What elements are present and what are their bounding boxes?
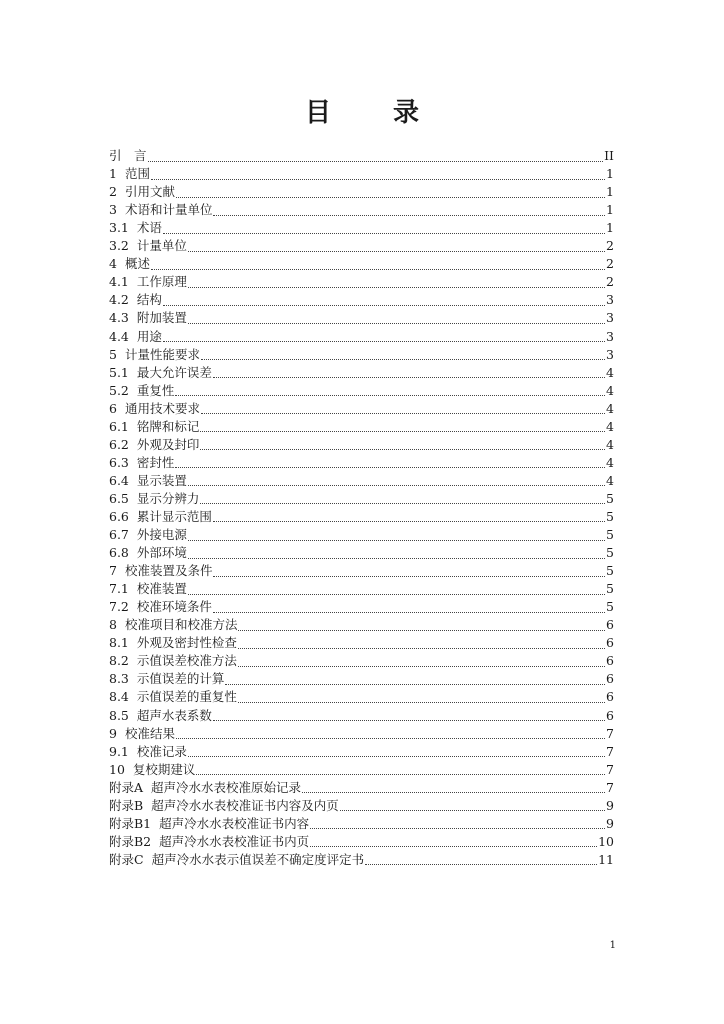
toc-entry-title: 校准记录 bbox=[136, 743, 187, 759]
toc-entry[interactable] bbox=[109, 526, 614, 544]
toc-entry-number: 6.4 bbox=[109, 472, 129, 488]
dot-leader bbox=[238, 666, 605, 667]
toc-entry-title: 示值误差的重复性 bbox=[136, 689, 237, 705]
dot-leader bbox=[201, 359, 605, 360]
dot-leader bbox=[188, 594, 605, 595]
toc-entry-page: 5 bbox=[606, 545, 614, 561]
toc-entry[interactable] bbox=[109, 436, 614, 454]
toc-entry-page: 1 bbox=[606, 202, 614, 218]
dot-leader bbox=[175, 395, 605, 396]
toc-entry-number: 5 bbox=[109, 346, 117, 362]
toc-entry[interactable] bbox=[109, 562, 614, 580]
toc-entry-title: 校准项目和校准方法 bbox=[124, 617, 238, 633]
toc-entry-number: 5.1 bbox=[109, 364, 129, 380]
toc-entry[interactable] bbox=[109, 400, 614, 418]
toc-entry-number: 8 bbox=[109, 617, 117, 633]
dot-leader bbox=[213, 521, 605, 522]
toc-entry-page: 9 bbox=[606, 797, 614, 813]
toc-entry-title: 计量性能要求 bbox=[124, 346, 200, 362]
toc-entry[interactable] bbox=[109, 815, 614, 833]
toc-entry[interactable] bbox=[109, 273, 614, 291]
dot-leader bbox=[200, 431, 605, 432]
toc-entry-title: 外部环境 bbox=[136, 545, 187, 561]
toc-entry-title: 工作原理 bbox=[136, 274, 187, 290]
toc-entry-title: 超声水表系数 bbox=[136, 707, 212, 723]
toc-entry-page: 7 bbox=[606, 725, 614, 741]
toc-entry-page: 2 bbox=[606, 238, 614, 254]
toc-entry-title: 示值误差的计算 bbox=[136, 671, 225, 687]
toc-entry-number: 4.4 bbox=[109, 328, 129, 344]
toc-entry-number: 3.2 bbox=[109, 238, 129, 254]
toc-entry[interactable] bbox=[109, 327, 614, 345]
toc-entry[interactable] bbox=[109, 851, 614, 869]
toc-entry[interactable] bbox=[109, 147, 614, 165]
dot-leader bbox=[238, 648, 605, 649]
toc-entry[interactable] bbox=[109, 472, 614, 490]
toc-entry-title: 范围 bbox=[124, 166, 150, 182]
toc-entry-page: 2 bbox=[606, 256, 614, 272]
toc-entry-page: 4 bbox=[606, 400, 614, 416]
toc-entry-title: 计量单位 bbox=[136, 238, 187, 254]
toc-entry-title: 附加装置 bbox=[136, 310, 187, 326]
toc-entry-number: 引 言 bbox=[109, 148, 147, 164]
toc-entry[interactable] bbox=[109, 165, 614, 183]
toc-entry-number: 9 bbox=[109, 725, 117, 741]
toc-entry[interactable] bbox=[109, 833, 614, 851]
toc-entry[interactable] bbox=[109, 309, 614, 327]
toc-entry-page: 6 bbox=[606, 617, 614, 633]
dot-leader bbox=[163, 233, 605, 234]
toc-entry[interactable] bbox=[109, 761, 614, 779]
dot-leader bbox=[213, 377, 605, 378]
dot-leader bbox=[148, 161, 604, 162]
toc-entry-page: 4 bbox=[606, 364, 614, 380]
dot-leader bbox=[176, 738, 605, 739]
toc-entry-number: 6 bbox=[109, 400, 117, 416]
toc-entry-title: 示值误差校准方法 bbox=[136, 653, 237, 669]
dot-leader bbox=[365, 864, 597, 865]
toc-entry[interactable] bbox=[109, 670, 614, 688]
toc-entry-page: 4 bbox=[606, 382, 614, 398]
toc-entry-number: 8.3 bbox=[109, 671, 129, 687]
toc-entry[interactable] bbox=[109, 634, 614, 652]
toc-entry-page: 7 bbox=[606, 761, 614, 777]
toc-entry[interactable] bbox=[109, 418, 614, 436]
toc-entry-title: 外观及密封性检查 bbox=[136, 635, 237, 651]
toc-entry[interactable] bbox=[109, 454, 614, 472]
toc-entry[interactable] bbox=[109, 364, 614, 382]
toc-entry-page: 5 bbox=[606, 490, 614, 506]
dot-leader bbox=[188, 251, 605, 252]
toc-entry-title: 超声冷水水表校准证书内页 bbox=[159, 833, 310, 849]
toc-entry-page: 6 bbox=[606, 653, 614, 669]
toc-entry-page: 7 bbox=[606, 779, 614, 795]
toc-entry-page: 1 bbox=[606, 220, 614, 236]
dot-leader bbox=[213, 215, 605, 216]
toc-entry-title: 密封性 bbox=[136, 454, 175, 470]
toc-entry-page: 5 bbox=[606, 563, 614, 579]
dot-leader bbox=[310, 846, 597, 847]
toc-entry-title: 显示装置 bbox=[136, 472, 187, 488]
page-number: 1 bbox=[609, 940, 616, 951]
toc-entry-title: 超声冷水水表示值误差不确定度评定书 bbox=[151, 851, 365, 867]
dot-leader bbox=[163, 305, 605, 306]
toc-entry-title: 外接电源 bbox=[136, 527, 187, 543]
toc-entry[interactable] bbox=[109, 508, 614, 526]
toc-entry[interactable] bbox=[109, 779, 614, 797]
toc-entry-title: 超声冷水水表校准证书内容及内页 bbox=[151, 797, 339, 813]
toc-entry-number: 3.1 bbox=[109, 220, 129, 236]
toc-entry-number: 3 bbox=[109, 202, 117, 218]
toc-entry-title: 结构 bbox=[136, 292, 162, 308]
toc-entry[interactable] bbox=[109, 616, 614, 634]
toc-entry-page: 6 bbox=[606, 671, 614, 687]
toc-entry-title: 校准装置及条件 bbox=[124, 563, 213, 579]
toc-entry[interactable] bbox=[109, 743, 614, 761]
dot-leader bbox=[225, 684, 605, 685]
toc-entry-title: 最大允许误差 bbox=[136, 364, 212, 380]
toc-entry-page: 4 bbox=[606, 436, 614, 452]
toc-entry-title: 通用技术要求 bbox=[124, 400, 200, 416]
toc-entry[interactable] bbox=[109, 382, 614, 400]
toc-entry-page: 10 bbox=[598, 833, 614, 849]
toc-entry[interactable] bbox=[109, 346, 614, 364]
toc-entry-number: 8.1 bbox=[109, 635, 129, 651]
dot-leader bbox=[163, 341, 605, 342]
dot-leader bbox=[175, 467, 605, 468]
toc-entry[interactable] bbox=[109, 725, 614, 743]
toc-entry-page: 3 bbox=[606, 346, 614, 362]
toc-entry-title: 用途 bbox=[136, 328, 162, 344]
toc-entry-page: 6 bbox=[606, 689, 614, 705]
toc-entry[interactable] bbox=[109, 598, 614, 616]
page-title bbox=[0, 92, 724, 129]
toc-entry-title: 校准环境条件 bbox=[136, 599, 212, 615]
toc-entry-number: 8.4 bbox=[109, 689, 129, 705]
toc-entry-number: 4.1 bbox=[109, 274, 129, 290]
toc-entry-page: 3 bbox=[606, 292, 614, 308]
dot-leader bbox=[200, 449, 605, 450]
dot-leader bbox=[188, 558, 605, 559]
toc-entry-title: 校准结果 bbox=[124, 725, 175, 741]
toc-entry-page: 4 bbox=[606, 472, 614, 488]
dot-leader bbox=[340, 810, 605, 811]
toc-entry[interactable] bbox=[109, 797, 614, 815]
toc-entry-number: 4 bbox=[109, 256, 117, 272]
toc-entry-number: 附录C bbox=[109, 851, 144, 867]
toc-entry-number: 附录A bbox=[109, 779, 144, 795]
toc-entry-page: 5 bbox=[606, 527, 614, 543]
toc-entry[interactable] bbox=[109, 237, 614, 255]
title-char-1: 目 bbox=[304, 98, 331, 128]
toc-entry-number: 附录B2 bbox=[109, 833, 152, 849]
dot-leader bbox=[176, 197, 605, 198]
dot-leader bbox=[196, 774, 605, 775]
toc-entry-number: 4.2 bbox=[109, 292, 129, 308]
toc-entry[interactable] bbox=[109, 201, 614, 219]
dot-leader bbox=[201, 413, 605, 414]
toc-entry-page: 4 bbox=[606, 454, 614, 470]
toc-entry-page: 1 bbox=[606, 166, 614, 182]
toc-entry-number: 6.2 bbox=[109, 436, 129, 452]
toc-entry-title: 引用文献 bbox=[124, 184, 175, 200]
toc-entry-number: 6.8 bbox=[109, 545, 129, 561]
toc-entry-page: 6 bbox=[606, 707, 614, 723]
toc-entry-title: 术语 bbox=[136, 220, 162, 236]
toc-entry-number: 6.5 bbox=[109, 490, 129, 506]
toc-entry-number: 9.1 bbox=[109, 743, 129, 759]
toc-entry-title: 校准装置 bbox=[136, 581, 187, 597]
toc-entry-title: 显示分辨力 bbox=[136, 490, 200, 506]
dot-leader bbox=[302, 792, 605, 793]
toc-entry-number: 6.6 bbox=[109, 508, 129, 524]
dot-leader bbox=[200, 503, 605, 504]
toc-entry-title: 复校期建议 bbox=[132, 761, 196, 777]
toc-entry-page: 6 bbox=[606, 635, 614, 651]
dot-leader bbox=[188, 756, 605, 757]
title-char-2: 录 bbox=[393, 98, 420, 128]
toc-entry-page: 7 bbox=[606, 743, 614, 759]
toc-entry-page: 5 bbox=[606, 508, 614, 524]
dot-leader bbox=[188, 485, 605, 486]
toc-entry-page: 4 bbox=[606, 418, 614, 434]
toc-entry-title: 累计显示范围 bbox=[136, 508, 212, 524]
toc-entry-number: 附录B1 bbox=[109, 815, 152, 831]
toc-entry[interactable] bbox=[109, 291, 614, 309]
dot-leader bbox=[213, 576, 605, 577]
toc-entry-number: 6.7 bbox=[109, 527, 129, 543]
toc-entry[interactable] bbox=[109, 183, 614, 201]
toc-entry-number: 1 bbox=[109, 166, 117, 182]
toc-entry-title: 重复性 bbox=[136, 382, 175, 398]
toc-entry-number: 7.2 bbox=[109, 599, 129, 615]
toc-entry[interactable] bbox=[109, 255, 614, 273]
toc-entry-number: 8.5 bbox=[109, 707, 129, 723]
toc-entry-number: 6.3 bbox=[109, 454, 129, 470]
dot-leader bbox=[213, 612, 605, 613]
toc-entry-page: II bbox=[604, 148, 614, 164]
table-of-contents bbox=[109, 147, 614, 869]
toc-entry[interactable] bbox=[109, 544, 614, 562]
toc-entry-number: 2 bbox=[109, 184, 117, 200]
toc-entry-page: 1 bbox=[606, 184, 614, 200]
toc-entry[interactable] bbox=[109, 219, 614, 237]
toc-entry-page: 3 bbox=[606, 310, 614, 326]
toc-entry[interactable] bbox=[109, 580, 614, 598]
toc-entry-page: 5 bbox=[606, 599, 614, 615]
toc-entry-page: 5 bbox=[606, 581, 614, 597]
toc-entry[interactable] bbox=[109, 490, 614, 508]
toc-entry-title: 铭牌和标记 bbox=[136, 418, 200, 434]
dot-leader bbox=[151, 179, 605, 180]
dot-leader bbox=[238, 630, 605, 631]
toc-entry-page: 11 bbox=[598, 851, 614, 867]
toc-entry-number: 8.2 bbox=[109, 653, 129, 669]
dot-leader bbox=[151, 269, 605, 270]
toc-entry[interactable] bbox=[109, 652, 614, 670]
toc-entry-title: 概述 bbox=[124, 256, 150, 272]
toc-entry-page: 2 bbox=[606, 274, 614, 290]
dot-leader bbox=[188, 540, 605, 541]
toc-entry-number: 6.1 bbox=[109, 418, 129, 434]
toc-entry-title: 术语和计量单位 bbox=[124, 202, 213, 218]
toc-entry-number: 7.1 bbox=[109, 581, 129, 597]
toc-entry[interactable] bbox=[109, 688, 614, 706]
toc-entry-page: 3 bbox=[606, 328, 614, 344]
dot-leader bbox=[188, 323, 605, 324]
dot-leader bbox=[188, 287, 605, 288]
toc-entry-title: 超声冷水水表校准原始记录 bbox=[151, 779, 302, 795]
toc-entry[interactable] bbox=[109, 706, 614, 724]
toc-entry-title: 超声冷水水表校准证书内容 bbox=[159, 815, 310, 831]
toc-entry-title: 外观及封印 bbox=[136, 436, 200, 452]
toc-entry-number: 5.2 bbox=[109, 382, 129, 398]
dot-leader bbox=[213, 720, 605, 721]
toc-entry-number: 4.3 bbox=[109, 310, 129, 326]
toc-entry-number: 附录B bbox=[109, 797, 144, 813]
toc-entry-number: 7 bbox=[109, 563, 117, 579]
dot-leader bbox=[238, 702, 605, 703]
toc-entry-page: 9 bbox=[606, 815, 614, 831]
dot-leader bbox=[310, 828, 605, 829]
toc-entry-number: 10 bbox=[109, 761, 125, 777]
